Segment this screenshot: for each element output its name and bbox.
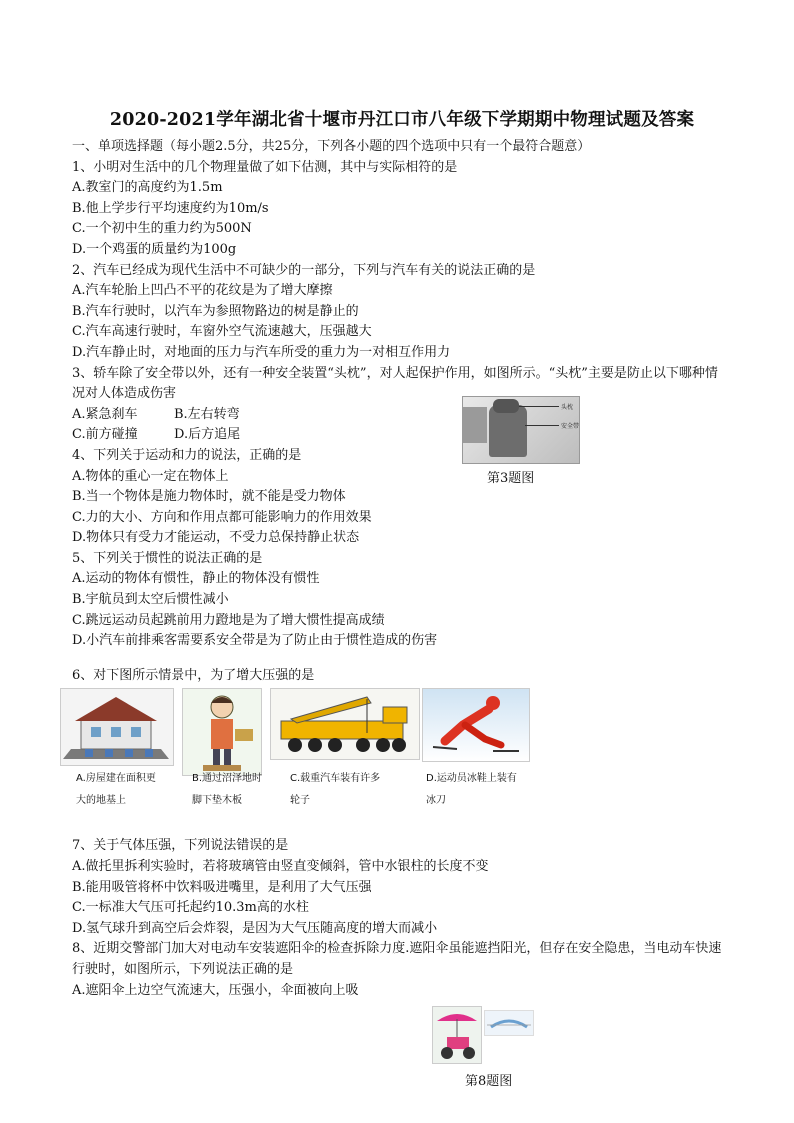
q2-option-b: B.汽车行驶时，以汽车为参照物路边的树是静止的	[72, 303, 359, 319]
q4-option-b: B.当一个物体是施力物体时，就不能是受力物体	[72, 489, 346, 505]
q4-option-c: C.力的大小、方向和作用点都可能影响力的作用效果	[72, 509, 372, 525]
headrest-label: 头枕	[561, 404, 574, 411]
q3-option-b: B.左右转弯	[174, 406, 240, 422]
q2-option-d: D.汽车静止时，对地面的压力与汽车所受的重力为一对相互作用力	[72, 344, 451, 360]
q4-option-d: D.物体只有受力才能运动，不受力总保持静止状态	[72, 530, 360, 546]
q3-options	[72, 405, 732, 446]
q3-option-c: C.前方碰撞	[72, 427, 138, 443]
q5-option-a: A.运动的物体有惯性，静止的物体没有惯性	[72, 571, 320, 587]
q2-option-c: C.汽车高速行驶时，车窗外空气流速越大，压强越大	[72, 324, 372, 340]
exam-page	[72, 106, 732, 1001]
q1-option-c: C.一个初中生的重力约为500N	[72, 221, 252, 237]
car-seat-figure	[462, 396, 580, 464]
q1-option-d: D.一个鸡蛋的质量约为100g	[72, 241, 237, 257]
scooter-umbrella-figure	[432, 1006, 532, 1062]
section-heading: 一、单项选择题（每小题2.5分，共25分，下列各小题的四个选项中只有一个最符合题意）	[72, 139, 591, 154]
q7-stem: 7、关于气体压强，下列说法错误的是	[72, 838, 289, 854]
skater-image	[422, 688, 530, 762]
q8-option-a: A.遮阳伞上边空气流速大，压强小，伞面被向上吸	[72, 982, 359, 998]
q6-caption-b: B.通过沼泽地时脚下垫木板	[192, 773, 263, 807]
q7-option-a: A.做托里拆利实验时，若将玻璃管由竖直变倾斜，管中水银柱的长度不变	[72, 859, 489, 875]
q3-option-d: D.后方追尾	[174, 427, 241, 443]
q5-option-d: D.小汽车前排乘客需要系安全带是为了防止由于惯性造成的伤害	[72, 633, 438, 649]
q4-option-a: A.物体的重心一定在物体上	[72, 468, 229, 484]
q3-figure-caption: 第3题图	[487, 471, 535, 486]
truck-image	[270, 688, 420, 760]
q5-option-c: C.跳远运动员起跳前用力蹬地是为了增大惯性提高成绩	[72, 612, 385, 628]
page-title: 2020-2021学年湖北省十堰市丹江口市八年级下学期期中物理试题及答案	[109, 110, 695, 130]
q6-stem: 6、对下图所示情景中，为了增大压强的是	[72, 667, 315, 683]
q8-stem: 8、近期交警部门加大对电动车安装遮阳伞的检查拆除力度.遮阳伞虽能遮挡阳光，但存在安全隐患，当电动车快速行驶时，如图所示，下列说法正确的是	[72, 941, 722, 977]
q3-option-a: A.紧急刹车	[72, 406, 138, 422]
q2-option-a: A.汽车轮胎上凹凸不平的花纹是为了增大摩擦	[72, 283, 333, 299]
q6-caption-c: C.载重汽车装有许多轮子	[290, 773, 381, 807]
q4-stem: 4、下列关于运动和力的说法，正确的是	[72, 447, 302, 463]
q5-option-b: B.宇航员到太空后惯性减小	[72, 592, 229, 608]
q7-option-b: B.能用吸管将杯中饮料吸进嘴里，是利用了大气压强	[72, 879, 372, 895]
q1-option-a: A.教室门的高度约为1.5m	[72, 180, 223, 196]
q3-stem: 3、轿车除了安全带以外，还有一种安全装置“头枕”，对人起保护作用，如图所示。“头枕”主要是防止以下哪种情况对人体造成伤害	[72, 365, 718, 402]
q2-stem: 2、汽车已经成为现代生活中不可缺少的一部分，下列与汽车有关的说法正确的是	[72, 262, 536, 278]
q7-option-c: C.一标准大气压可托起约10.3m高的水柱	[72, 900, 309, 916]
q5-stem: 5、下列关于惯性的说法正确的是	[72, 550, 263, 566]
q7-option-d: D.氢气球升到高空后会炸裂，是因为大气压随高度的增大而减小	[72, 920, 438, 936]
q8-figure-caption: 第8题图	[465, 1074, 513, 1089]
girl-boards-image	[182, 688, 262, 776]
q6-caption-a: A.房屋建在面积更大的地基上	[76, 773, 156, 807]
q1-option-b: B.他上学步行平均速度约为10m/s	[72, 200, 269, 216]
q6-figures	[72, 686, 732, 836]
q1-stem: 1、小明对生活中的几个物理量做了如下估测，其中与实际相符的是	[72, 159, 458, 175]
q6-caption-d: D.运动员冰鞋上装有冰刀	[426, 773, 517, 807]
seatbelt-label: 安全带	[561, 423, 580, 430]
house-image	[60, 688, 174, 766]
